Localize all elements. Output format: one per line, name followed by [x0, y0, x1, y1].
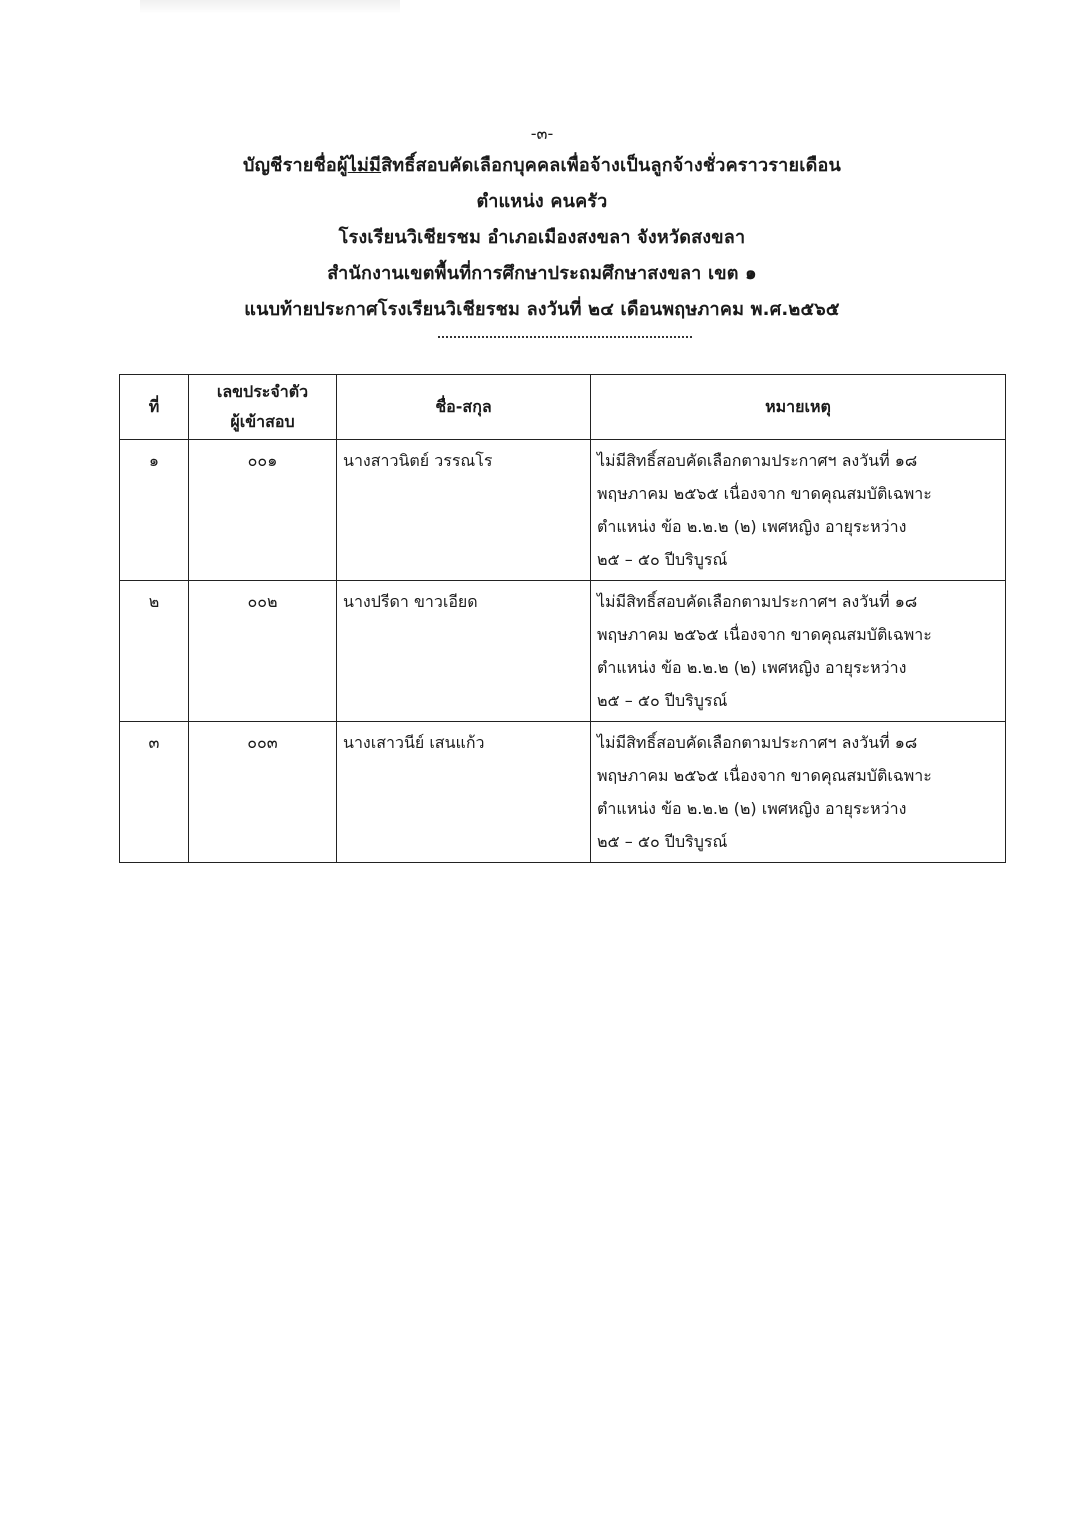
remark-line: ๒๕ – ๕๐ ปีบริบูรณ์	[597, 832, 728, 851]
scan-shadow	[140, 0, 400, 14]
cell-candidate-id: ๐๐๓	[189, 722, 337, 863]
remark-line: ตำแหน่ง ข้อ ๒.๒.๒ (๒) เพศหญิง อายุระหว่าง	[597, 658, 907, 677]
header-no: ที่	[120, 375, 189, 440]
remark-line: ตำแหน่ง ข้อ ๒.๒.๒ (๒) เพศหญิง อายุระหว่าง	[597, 799, 907, 818]
remark-line: ไม่มีสิทธิ์สอบคัดเลือกตามประกาศฯ ลงวันที่ ๑๘	[597, 451, 918, 470]
remark-line: ไม่มีสิทธิ์สอบคัดเลือกตามประกาศฯ ลงวันที่ ๑๘	[597, 733, 918, 752]
page-number: -๓-	[530, 124, 554, 143]
remark-line: ตำแหน่ง ข้อ ๒.๒.๒ (๒) เพศหญิง อายุระหว่าง	[597, 517, 907, 536]
header-title-underlined: ไม่มี	[347, 155, 382, 176]
remark-line: พฤษภาคม ๒๕๖๕ เนื่องจาก ขาดคุณสมบัติเฉพาะ	[597, 484, 932, 503]
table-header-row	[120, 375, 1006, 440]
cell-no: ๒	[120, 581, 189, 722]
cell-name: นางสาวนิตย์ วรรณโร	[337, 440, 591, 581]
header-attachment: แนบท้ายประกาศโรงเรียนวิเชียรชม ลงวันที่ ๒๔ เดือนพฤษภาคม พ.ศ.๒๕๖๕	[244, 299, 840, 320]
header-title-prefix: บัญชีรายชื่อผู้	[243, 155, 348, 176]
header-name: ชื่อ-สกุล	[337, 375, 591, 440]
header-position: ตำแหน่ง คนครัว	[476, 191, 608, 212]
header-candidate-id-line1: เลขประจำตัว	[216, 382, 309, 401]
table-row	[120, 722, 1006, 863]
header-candidate-id-line2: ผู้เข้าสอบ	[230, 412, 295, 431]
dotted-separator	[438, 336, 692, 338]
cell-remark	[591, 440, 1006, 581]
remark-line: พฤษภาคม ๒๕๖๕ เนื่องจาก ขาดคุณสมบัติเฉพาะ	[597, 766, 932, 785]
cell-name: นางเสาวนีย์ เสนแก้ว	[337, 722, 591, 863]
remark-line: ๒๕ – ๕๐ ปีบริบูรณ์	[597, 691, 728, 710]
header-school: โรงเรียนวิเชียรชม อำเภอเมืองสงขลา จังหวัดสงขลา	[338, 227, 746, 248]
table-row	[120, 581, 1006, 722]
cell-candidate-id: ๐๐๑	[189, 440, 337, 581]
cell-remark	[591, 722, 1006, 863]
cell-name: นางปรีดา ขาวเอียด	[337, 581, 591, 722]
table-row	[120, 440, 1006, 581]
remark-line: ๒๕ – ๕๐ ปีบริบูรณ์	[597, 550, 728, 569]
cell-no: ๓	[120, 722, 189, 863]
remark-line: ไม่มีสิทธิ์สอบคัดเลือกตามประกาศฯ ลงวันที่ ๑๘	[597, 592, 918, 611]
cell-no: ๑	[120, 440, 189, 581]
ineligible-candidates-table	[119, 374, 1006, 863]
header-office: สำนักงานเขตพื้นที่การศึกษาประถมศึกษาสงขลา เขต ๑	[327, 263, 757, 284]
remark-line: พฤษภาคม ๒๕๖๕ เนื่องจาก ขาดคุณสมบัติเฉพาะ	[597, 625, 932, 644]
cell-candidate-id: ๐๐๒	[189, 581, 337, 722]
document-header	[0, 148, 1084, 328]
header-title-line	[0, 148, 1084, 184]
header-remark: หมายเหตุ	[591, 375, 1006, 440]
header-candidate-id	[189, 375, 337, 440]
cell-remark	[591, 581, 1006, 722]
header-title-suffix: สิทธิ์สอบคัดเลือกบุคคลเพื่อจ้างเป็นลูกจ้างชั่วคราวรายเดือน	[381, 155, 841, 176]
